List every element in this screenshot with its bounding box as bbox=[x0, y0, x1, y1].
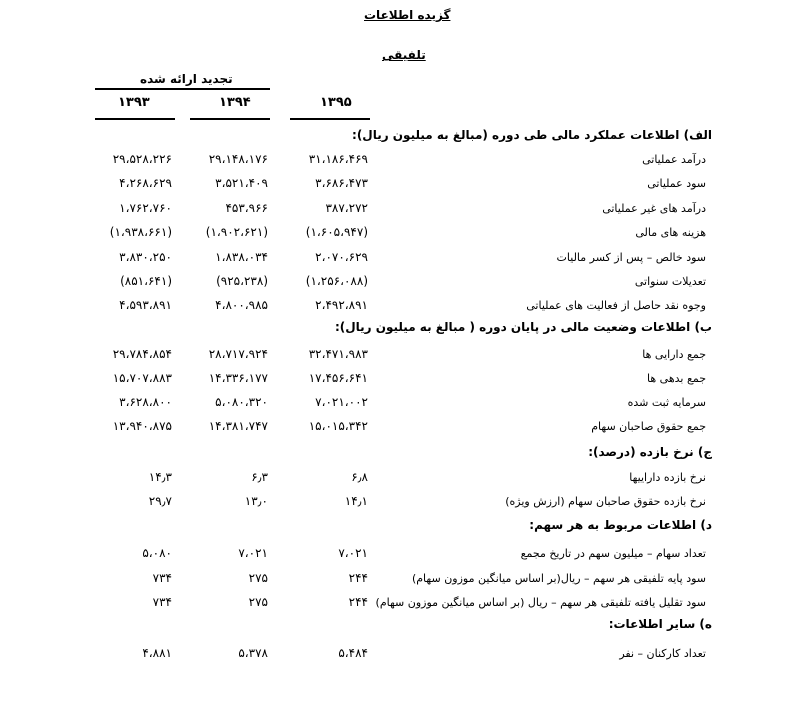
page-subtitle: تلفیقی bbox=[382, 48, 426, 62]
cell-value-1394: ۱،۸۳۸،۰۳۴ bbox=[215, 249, 268, 264]
cell-value-1395: ۱۷،۴۵۶،۶۴۱ bbox=[308, 371, 368, 385]
cell-value-1394: ۲۸،۷۱۷،۹۲۴ bbox=[208, 347, 268, 361]
row-label: تعدیلات سنواتی bbox=[634, 275, 706, 288]
cell-value-1394: ۱۴،۳۳۶،۱۷۷ bbox=[208, 371, 268, 385]
row-label: جمع بدهی ها bbox=[647, 372, 706, 385]
row-label: جمع حقوق صاحبان سهام bbox=[591, 420, 706, 433]
cell-value-1395: (۱،۲۵۶،۰۸۸) bbox=[305, 274, 368, 288]
cell-value-1393: ۲۹٫۷ bbox=[148, 494, 172, 508]
row-label: سود عملیاتی bbox=[647, 177, 706, 191]
section-title-other: ه) سایر اطلاعات: bbox=[608, 617, 712, 631]
cell-value-1395: ۳،۶۸۶،۴۷۳ bbox=[315, 176, 368, 191]
cell-value-1394: ۱۴،۳۸۱،۷۴۷ bbox=[208, 419, 268, 433]
cell-value-1394: ۵،۰۸۰،۳۲۰ bbox=[215, 395, 268, 409]
cell-value-1395: ۱۴٫۱ bbox=[344, 494, 368, 508]
cell-value-1395: ۳۱،۱۸۶،۴۶۹ bbox=[308, 152, 368, 166]
year-underline bbox=[95, 118, 175, 120]
cell-value-1394: ۶٫۳ bbox=[251, 470, 268, 484]
cell-value-1395: ۷،۰۲۱،۰۰۲ bbox=[315, 395, 368, 409]
row-label: وجوه نقد حاصل از فعالیت های عملیاتی bbox=[526, 299, 706, 313]
cell-value-1395: ۲۴۴ bbox=[348, 570, 368, 585]
cell-value-1393: ۱۳،۹۴۰،۸۷۵ bbox=[112, 419, 172, 433]
row-label: نرخ بازده حقوق صاحبان سهام (ارزش ویژه) bbox=[505, 495, 706, 508]
cell-value-1394: ۳،۵۲۱،۴۰۹ bbox=[215, 176, 268, 191]
cell-value-1395: ۲،۴۹۲،۸۹۱ bbox=[315, 298, 368, 313]
cell-value-1394: ۵،۳۷۸ bbox=[238, 646, 268, 660]
cell-value-1393: ۷۳۴ bbox=[152, 595, 172, 609]
cell-value-1394: ۲۷۵ bbox=[248, 595, 268, 609]
cell-value-1395: (۱،۶۰۵،۹۴۷) bbox=[305, 225, 368, 240]
cell-value-1395: ۵،۴۸۴ bbox=[338, 646, 368, 660]
cell-value-1394: ۷،۰۲۱ bbox=[238, 546, 268, 560]
cell-value-1395: ۲۴۴ bbox=[348, 595, 368, 609]
cell-value-1393: ۴،۸۸۱ bbox=[142, 646, 172, 660]
cell-value-1395: ۷،۰۲۱ bbox=[338, 546, 368, 560]
row-label: درآمد عملیاتی bbox=[642, 153, 706, 166]
cell-value-1394: ۱۳٫۰ bbox=[244, 494, 268, 508]
cell-value-1395: ۳۲،۴۷۱،۹۸۳ bbox=[308, 347, 368, 361]
row-label: درآمد های غیر عملیاتی bbox=[602, 201, 706, 215]
cell-value-1393: ۱،۷۶۲،۷۶۰ bbox=[119, 200, 172, 215]
cell-value-1393: ۳،۸۳۰،۲۵۰ bbox=[119, 249, 172, 264]
restated-label: تجدید ارائه شده bbox=[140, 72, 233, 86]
year-header-1393: ۱۳۹۳ bbox=[118, 95, 150, 110]
cell-value-1394: (۹۲۵،۲۳۸) bbox=[216, 274, 268, 288]
restated-underline bbox=[95, 88, 270, 90]
cell-value-1393: ۵،۰۸۰ bbox=[142, 546, 172, 560]
cell-value-1393: ۴،۵۹۳،۸۹۱ bbox=[119, 298, 172, 313]
row-label: نرخ بازده داراییها bbox=[629, 471, 706, 484]
cell-value-1394: ۴۵۳،۹۶۶ bbox=[225, 200, 268, 215]
cell-value-1393: ۲۹،۵۲۸،۲۲۶ bbox=[112, 152, 172, 166]
section-title-performance: الف) اطلاعات عملکرد مالی طی دوره (مبالغ به میلیون ریال): bbox=[352, 128, 712, 142]
section-title-returns: ج) نرخ بازده (درصد): bbox=[588, 445, 712, 459]
cell-value-1394: ۴،۸۰۰،۹۸۵ bbox=[215, 298, 268, 313]
row-label: هزینه های مالی bbox=[635, 226, 706, 240]
page-title: گزیده اطلاعات bbox=[364, 8, 451, 22]
cell-value-1394: ۲۹،۱۴۸،۱۷۶ bbox=[208, 152, 268, 166]
row-label: سرمایه ثبت شده bbox=[627, 396, 706, 409]
cell-value-1393: ۳،۶۲۸،۸۰۰ bbox=[119, 395, 172, 409]
row-label: تعداد کارکنان – نفر bbox=[619, 647, 706, 660]
section-title-financial-position: ب) اطلاعات وضعیت مالی در پایان دوره ( مبالغ به میلیون ریال): bbox=[334, 320, 712, 334]
cell-value-1393: ۱۴٫۳ bbox=[148, 470, 172, 484]
row-label: سود پایه تلفیقی هر سهم – ریال(بر اساس میانگین موزون سهام) bbox=[411, 571, 706, 585]
year-header-1395: ۱۳۹۵ bbox=[320, 95, 352, 110]
cell-value-1393: (۱،۹۳۸،۶۶۱) bbox=[109, 225, 172, 240]
year-underline bbox=[290, 118, 370, 120]
year-header-1394: ۱۳۹۴ bbox=[219, 95, 251, 110]
cell-value-1394: (۱،۹۰۲،۶۲۱) bbox=[205, 225, 268, 240]
cell-value-1393: ۴،۲۶۸،۶۲۹ bbox=[119, 176, 172, 191]
row-label: سود خالص – پس از کسر مالیات bbox=[556, 250, 706, 264]
cell-value-1395: ۲،۰۷۰،۶۲۹ bbox=[315, 249, 368, 264]
cell-value-1395: ۳۸۷،۲۷۲ bbox=[325, 200, 368, 215]
cell-value-1393: ۷۳۴ bbox=[152, 570, 172, 585]
row-label: تعداد سهام – میلیون سهم در تاریخ مجمع bbox=[520, 547, 706, 560]
year-underline bbox=[190, 118, 270, 120]
row-label: جمع دارایی ها bbox=[642, 348, 706, 361]
cell-value-1395: ۱۵،۰۱۵،۳۴۲ bbox=[308, 419, 368, 433]
cell-value-1393: (۸۵۱،۶۴۱) bbox=[120, 274, 172, 288]
cell-value-1393: ۱۵،۷۰۷،۸۸۳ bbox=[112, 371, 172, 385]
cell-value-1394: ۲۷۵ bbox=[248, 570, 268, 585]
cell-value-1395: ۶٫۸ bbox=[351, 470, 368, 484]
section-title-per-share: د) اطلاعات مربوط به هر سهم: bbox=[529, 518, 712, 532]
cell-value-1393: ۲۹،۷۸۴،۸۵۴ bbox=[112, 347, 172, 361]
row-label: سود تقلیل یافته تلفیقی هر سهم – ریال (بر اساس میانگین موزون سهام) bbox=[375, 596, 706, 609]
